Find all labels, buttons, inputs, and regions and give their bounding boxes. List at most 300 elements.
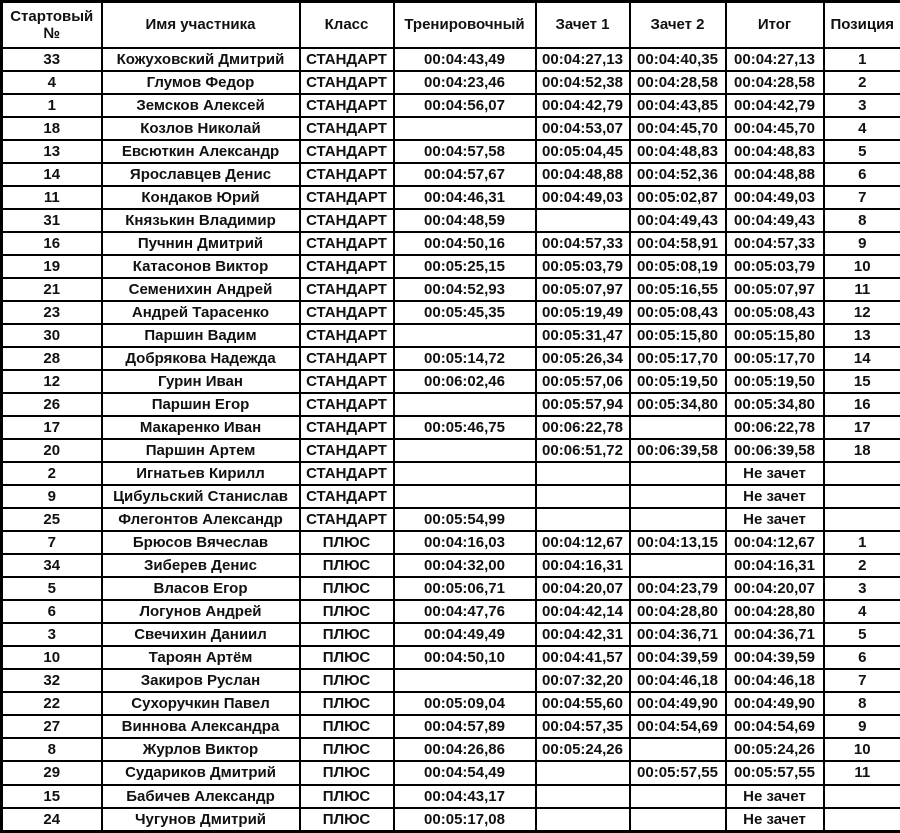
cell-total-time: 00:04:28,80 (726, 600, 824, 623)
cell-position: 7 (824, 186, 900, 209)
cell-heat1-time: 00:04:55,60 (536, 692, 630, 715)
table-row (2, 393, 900, 416)
cell-participant-name: Цибульский Станислав (102, 485, 300, 508)
cell-start-number: 10 (2, 646, 102, 669)
table-header (2, 2, 900, 49)
cell-heat1-time: 00:05:31,47 (536, 324, 630, 347)
cell-total-time: 00:04:48,88 (726, 163, 824, 186)
cell-position: 7 (824, 669, 900, 692)
cell-class: СТАНДАРТ (300, 140, 394, 163)
cell-heat2-time: 00:05:16,55 (630, 278, 726, 301)
cell-class: ПЛЮС (300, 646, 394, 669)
cell-class: ПЛЮС (300, 623, 394, 646)
cell-heat1-time: 00:04:20,07 (536, 577, 630, 600)
table-row (2, 232, 900, 255)
cell-total-time: 00:04:45,70 (726, 117, 824, 140)
cell-class: СТАНДАРТ (300, 485, 394, 508)
cell-heat1-time (536, 462, 630, 485)
cell-class: ПЛЮС (300, 554, 394, 577)
cell-start-number: 21 (2, 278, 102, 301)
cell-participant-name: Глумов Федор (102, 71, 300, 94)
cell-total-time: 00:04:49,43 (726, 209, 824, 232)
table-row (2, 439, 900, 462)
cell-heat2-time: 00:04:23,79 (630, 577, 726, 600)
cell-start-number: 34 (2, 554, 102, 577)
cell-heat2-time: 00:04:45,70 (630, 117, 726, 140)
cell-heat1-time (536, 508, 630, 531)
cell-participant-name: Ярославцев Денис (102, 163, 300, 186)
cell-training-time (394, 485, 536, 508)
cell-heat2-time: 00:04:52,36 (630, 163, 726, 186)
cell-training-time (394, 462, 536, 485)
cell-heat1-time: 00:05:03,79 (536, 255, 630, 278)
cell-start-number: 26 (2, 393, 102, 416)
table-row (2, 600, 900, 623)
cell-participant-name: Пучнин Дмитрий (102, 232, 300, 255)
cell-position: 9 (824, 715, 900, 738)
cell-start-number: 1 (2, 94, 102, 117)
cell-participant-name: Власов Егор (102, 577, 300, 600)
cell-heat2-time (630, 785, 726, 808)
cell-training-time: 00:06:02,46 (394, 370, 536, 393)
cell-class: СТАНДАРТ (300, 255, 394, 278)
cell-heat1-time: 00:04:49,03 (536, 186, 630, 209)
cell-class: СТАНДАРТ (300, 232, 394, 255)
cell-position (824, 785, 900, 808)
cell-class: СТАНДАРТ (300, 393, 394, 416)
cell-start-number: 5 (2, 577, 102, 600)
cell-class: ПЛЮС (300, 531, 394, 554)
cell-heat1-time: 00:04:53,07 (536, 117, 630, 140)
cell-total-time: 00:06:22,78 (726, 416, 824, 439)
cell-heat2-time: 00:05:19,50 (630, 370, 726, 393)
cell-heat2-time: 00:05:02,87 (630, 186, 726, 209)
table-row (2, 738, 900, 761)
cell-class: ПЛЮС (300, 808, 394, 832)
cell-position: 1 (824, 531, 900, 554)
cell-heat1-time: 00:06:51,72 (536, 439, 630, 462)
cell-training-time: 00:04:43,17 (394, 785, 536, 808)
cell-participant-name: Бабичев Александр (102, 785, 300, 808)
cell-class: СТАНДАРТ (300, 209, 394, 232)
cell-total-time: 00:04:57,33 (726, 232, 824, 255)
table-row (2, 347, 900, 370)
table-row (2, 485, 900, 508)
cell-training-time: 00:04:32,00 (394, 554, 536, 577)
table-row (2, 508, 900, 531)
table-row (2, 117, 900, 140)
cell-training-time: 00:04:23,46 (394, 71, 536, 94)
cell-training-time: 00:04:57,58 (394, 140, 536, 163)
table-row (2, 278, 900, 301)
cell-start-number: 17 (2, 416, 102, 439)
cell-participant-name: Судариков Дмитрий (102, 761, 300, 784)
cell-heat2-time (630, 508, 726, 531)
cell-participant-name: Свечихин Даниил (102, 623, 300, 646)
cell-position: 5 (824, 623, 900, 646)
table-row (2, 577, 900, 600)
cell-heat2-time: 00:04:49,90 (630, 692, 726, 715)
cell-total-time: 00:04:49,03 (726, 186, 824, 209)
cell-total-time: 00:04:54,69 (726, 715, 824, 738)
cell-position (824, 508, 900, 531)
cell-total-time: Не зачет (726, 485, 824, 508)
cell-position: 11 (824, 278, 900, 301)
cell-total-time: 00:05:57,55 (726, 761, 824, 784)
table-row (2, 163, 900, 186)
cell-participant-name: Паршин Артем (102, 439, 300, 462)
cell-heat2-time: 00:04:40,35 (630, 48, 726, 71)
cell-class: ПЛЮС (300, 738, 394, 761)
cell-total-time: 00:04:12,67 (726, 531, 824, 554)
cell-total-time: 00:05:15,80 (726, 324, 824, 347)
cell-position: 3 (824, 94, 900, 117)
cell-participant-name: Флегонтов Александр (102, 508, 300, 531)
cell-class: СТАНДАРТ (300, 301, 394, 324)
cell-heat2-time (630, 485, 726, 508)
cell-position: 1 (824, 48, 900, 71)
cell-participant-name: Тароян Артём (102, 646, 300, 669)
cell-heat1-time: 00:04:42,79 (536, 94, 630, 117)
cell-start-number: 2 (2, 462, 102, 485)
cell-class: СТАНДАРТ (300, 462, 394, 485)
cell-training-time: 00:04:57,67 (394, 163, 536, 186)
cell-participant-name: Закиров Руслан (102, 669, 300, 692)
table-row (2, 186, 900, 209)
cell-position: 8 (824, 692, 900, 715)
cell-start-number: 18 (2, 117, 102, 140)
cell-class: СТАНДАРТ (300, 163, 394, 186)
cell-position (824, 462, 900, 485)
cell-training-time: 00:04:46,31 (394, 186, 536, 209)
cell-class: ПЛЮС (300, 577, 394, 600)
cell-position: 10 (824, 738, 900, 761)
table-row (2, 554, 900, 577)
cell-heat2-time (630, 808, 726, 832)
cell-heat2-time: 00:04:54,69 (630, 715, 726, 738)
cell-position: 13 (824, 324, 900, 347)
cell-class: СТАНДАРТ (300, 71, 394, 94)
cell-heat1-time: 00:07:32,20 (536, 669, 630, 692)
header-row (2, 2, 900, 49)
cell-participant-name: Катасонов Виктор (102, 255, 300, 278)
cell-position: 16 (824, 393, 900, 416)
cell-position: 9 (824, 232, 900, 255)
cell-participant-name: Чугунов Дмитрий (102, 808, 300, 832)
cell-heat2-time: 00:05:17,70 (630, 347, 726, 370)
cell-start-number: 27 (2, 715, 102, 738)
cell-position: 10 (824, 255, 900, 278)
cell-start-number: 3 (2, 623, 102, 646)
cell-start-number: 28 (2, 347, 102, 370)
cell-participant-name: Козлов Николай (102, 117, 300, 140)
cell-class: СТАНДАРТ (300, 186, 394, 209)
cell-training-time: 00:05:06,71 (394, 577, 536, 600)
table-row (2, 94, 900, 117)
cell-start-number: 13 (2, 140, 102, 163)
cell-class: ПЛЮС (300, 669, 394, 692)
cell-position: 6 (824, 163, 900, 186)
cell-heat2-time: 00:05:57,55 (630, 761, 726, 784)
cell-position: 11 (824, 761, 900, 784)
table-row (2, 462, 900, 485)
cell-position: 14 (824, 347, 900, 370)
table-row (2, 209, 900, 232)
cell-position: 4 (824, 600, 900, 623)
cell-heat1-time (536, 209, 630, 232)
cell-participant-name: Земсков Алексей (102, 94, 300, 117)
cell-participant-name: Гурин Иван (102, 370, 300, 393)
cell-participant-name: Евсюткин Александр (102, 140, 300, 163)
cell-class: ПЛЮС (300, 692, 394, 715)
table-row (2, 785, 900, 808)
cell-position: 2 (824, 554, 900, 577)
table-row (2, 761, 900, 784)
cell-class: СТАНДАРТ (300, 439, 394, 462)
results-table-body (2, 48, 900, 832)
cell-start-number: 20 (2, 439, 102, 462)
cell-class: СТАНДАРТ (300, 94, 394, 117)
cell-position (824, 808, 900, 832)
cell-heat1-time: 00:04:52,38 (536, 71, 630, 94)
cell-total-time: 00:04:36,71 (726, 623, 824, 646)
cell-heat2-time (630, 462, 726, 485)
cell-class: СТАНДАРТ (300, 117, 394, 140)
cell-training-time: 00:04:54,49 (394, 761, 536, 784)
cell-participant-name: Журлов Виктор (102, 738, 300, 761)
table-row (2, 715, 900, 738)
cell-heat1-time (536, 785, 630, 808)
cell-start-number: 15 (2, 785, 102, 808)
cell-heat1-time: 00:04:42,31 (536, 623, 630, 646)
cell-heat1-time: 00:05:57,94 (536, 393, 630, 416)
cell-heat1-time: 00:05:57,06 (536, 370, 630, 393)
cell-participant-name: Зиберев Денис (102, 554, 300, 577)
cell-heat2-time (630, 738, 726, 761)
cell-total-time: 00:06:39,58 (726, 439, 824, 462)
col-header-heat1: Зачет 1 (536, 2, 630, 49)
cell-heat2-time (630, 416, 726, 439)
cell-start-number: 33 (2, 48, 102, 71)
col-header-class: Класс (300, 2, 394, 49)
cell-participant-name: Логунов Андрей (102, 600, 300, 623)
cell-class: ПЛЮС (300, 600, 394, 623)
cell-training-time: 00:04:16,03 (394, 531, 536, 554)
cell-participant-name: Игнатьев Кирилл (102, 462, 300, 485)
cell-heat1-time (536, 761, 630, 784)
cell-start-number: 31 (2, 209, 102, 232)
cell-total-time: 00:04:39,59 (726, 646, 824, 669)
cell-heat1-time: 00:05:04,45 (536, 140, 630, 163)
cell-total-time: 00:05:24,26 (726, 738, 824, 761)
cell-participant-name: Князькин Владимир (102, 209, 300, 232)
cell-total-time: 00:05:19,50 (726, 370, 824, 393)
cell-class: СТАНДАРТ (300, 416, 394, 439)
table-row (2, 324, 900, 347)
cell-start-number: 22 (2, 692, 102, 715)
cell-heat1-time: 00:05:24,26 (536, 738, 630, 761)
cell-training-time: 00:05:17,08 (394, 808, 536, 832)
cell-heat2-time: 00:05:34,80 (630, 393, 726, 416)
cell-heat2-time: 00:04:13,15 (630, 531, 726, 554)
cell-participant-name: Кондаков Юрий (102, 186, 300, 209)
cell-class: СТАНДАРТ (300, 508, 394, 531)
table-row (2, 646, 900, 669)
cell-heat1-time: 00:05:07,97 (536, 278, 630, 301)
cell-start-number: 16 (2, 232, 102, 255)
cell-heat2-time: 00:04:43,85 (630, 94, 726, 117)
cell-start-number: 11 (2, 186, 102, 209)
cell-participant-name: Сухоручкин Павел (102, 692, 300, 715)
table-row (2, 416, 900, 439)
cell-heat2-time: 00:06:39,58 (630, 439, 726, 462)
cell-participant-name: Семенихин Андрей (102, 278, 300, 301)
cell-start-number: 8 (2, 738, 102, 761)
table-row (2, 808, 900, 832)
cell-heat1-time: 00:05:19,49 (536, 301, 630, 324)
cell-training-time: 00:05:45,35 (394, 301, 536, 324)
table-row (2, 48, 900, 71)
cell-training-time: 00:04:47,76 (394, 600, 536, 623)
cell-heat2-time: 00:04:48,83 (630, 140, 726, 163)
cell-training-time (394, 324, 536, 347)
cell-training-time: 00:05:54,99 (394, 508, 536, 531)
cell-class: ПЛЮС (300, 761, 394, 784)
col-header-heat2: Зачет 2 (630, 2, 726, 49)
cell-total-time: Не зачет (726, 785, 824, 808)
cell-total-time: 00:04:16,31 (726, 554, 824, 577)
cell-training-time (394, 669, 536, 692)
cell-heat1-time: 00:04:27,13 (536, 48, 630, 71)
cell-start-number: 32 (2, 669, 102, 692)
cell-position: 2 (824, 71, 900, 94)
cell-total-time: 00:04:42,79 (726, 94, 824, 117)
cell-training-time: 00:05:14,72 (394, 347, 536, 370)
cell-start-number: 23 (2, 301, 102, 324)
cell-class: ПЛЮС (300, 785, 394, 808)
cell-training-time: 00:04:48,59 (394, 209, 536, 232)
cell-heat2-time: 00:05:08,19 (630, 255, 726, 278)
cell-start-number: 9 (2, 485, 102, 508)
cell-heat1-time: 00:04:57,35 (536, 715, 630, 738)
table-row (2, 669, 900, 692)
cell-start-number: 24 (2, 808, 102, 832)
cell-class: СТАНДАРТ (300, 278, 394, 301)
cell-training-time: 00:04:50,16 (394, 232, 536, 255)
col-header-training: Тренировочный (394, 2, 536, 49)
cell-training-time: 00:04:56,07 (394, 94, 536, 117)
cell-position: 5 (824, 140, 900, 163)
cell-position: 3 (824, 577, 900, 600)
cell-training-time: 00:05:46,75 (394, 416, 536, 439)
cell-start-number: 12 (2, 370, 102, 393)
cell-heat2-time: 00:04:28,80 (630, 600, 726, 623)
cell-position: 18 (824, 439, 900, 462)
cell-total-time: 00:04:48,83 (726, 140, 824, 163)
cell-position: 17 (824, 416, 900, 439)
cell-position: 15 (824, 370, 900, 393)
cell-heat2-time: 00:04:28,58 (630, 71, 726, 94)
cell-class: СТАНДАРТ (300, 370, 394, 393)
cell-heat2-time: 00:04:58,91 (630, 232, 726, 255)
table-row (2, 623, 900, 646)
cell-heat1-time: 00:04:57,33 (536, 232, 630, 255)
cell-class: СТАНДАРТ (300, 347, 394, 370)
cell-position: 8 (824, 209, 900, 232)
table-row (2, 692, 900, 715)
cell-training-time: 00:04:57,89 (394, 715, 536, 738)
cell-participant-name: Кожуховский Дмитрий (102, 48, 300, 71)
cell-heat2-time: 00:04:36,71 (630, 623, 726, 646)
cell-start-number: 30 (2, 324, 102, 347)
cell-heat2-time: 00:05:08,43 (630, 301, 726, 324)
table-row (2, 370, 900, 393)
cell-total-time: 00:04:20,07 (726, 577, 824, 600)
cell-participant-name: Брюсов Вячеслав (102, 531, 300, 554)
table-row (2, 140, 900, 163)
cell-total-time: 00:05:07,97 (726, 278, 824, 301)
cell-class: СТАНДАРТ (300, 48, 394, 71)
cell-participant-name: Паршин Егор (102, 393, 300, 416)
cell-total-time: Не зачет (726, 508, 824, 531)
cell-start-number: 6 (2, 600, 102, 623)
col-header-participant-name: Имя участника (102, 2, 300, 49)
cell-total-time: 00:05:08,43 (726, 301, 824, 324)
cell-participant-name: Макаренко Иван (102, 416, 300, 439)
cell-heat2-time: 00:04:46,18 (630, 669, 726, 692)
cell-heat2-time: 00:04:49,43 (630, 209, 726, 232)
cell-heat1-time (536, 808, 630, 832)
cell-heat1-time: 00:04:41,57 (536, 646, 630, 669)
cell-training-time (394, 439, 536, 462)
cell-total-time: 00:05:03,79 (726, 255, 824, 278)
cell-total-time: Не зачет (726, 462, 824, 485)
cell-start-number: 19 (2, 255, 102, 278)
cell-training-time: 00:04:49,49 (394, 623, 536, 646)
col-header-start-number: Стартовый № (2, 2, 102, 49)
cell-start-number: 4 (2, 71, 102, 94)
cell-training-time: 00:04:52,93 (394, 278, 536, 301)
cell-participant-name: Добрякова Надежда (102, 347, 300, 370)
cell-total-time: 00:04:28,58 (726, 71, 824, 94)
cell-start-number: 7 (2, 531, 102, 554)
cell-heat2-time (630, 554, 726, 577)
cell-start-number: 14 (2, 163, 102, 186)
cell-heat2-time: 00:05:15,80 (630, 324, 726, 347)
cell-heat1-time: 00:04:12,67 (536, 531, 630, 554)
cell-start-number: 25 (2, 508, 102, 531)
cell-training-time (394, 393, 536, 416)
cell-total-time: 00:04:27,13 (726, 48, 824, 71)
cell-position: 12 (824, 301, 900, 324)
table-row (2, 531, 900, 554)
cell-position: 6 (824, 646, 900, 669)
cell-class: ПЛЮС (300, 715, 394, 738)
cell-training-time: 00:04:26,86 (394, 738, 536, 761)
cell-heat1-time: 00:06:22,78 (536, 416, 630, 439)
cell-start-number: 29 (2, 761, 102, 784)
cell-heat1-time: 00:05:26,34 (536, 347, 630, 370)
cell-heat2-time: 00:04:39,59 (630, 646, 726, 669)
cell-heat1-time: 00:04:42,14 (536, 600, 630, 623)
cell-total-time: 00:05:17,70 (726, 347, 824, 370)
col-header-total: Итог (726, 2, 824, 49)
cell-training-time: 00:04:43,49 (394, 48, 536, 71)
cell-total-time: 00:04:49,90 (726, 692, 824, 715)
col-header-position: Позиция (824, 2, 900, 49)
cell-training-time: 00:05:25,15 (394, 255, 536, 278)
cell-total-time: Не зачет (726, 808, 824, 832)
